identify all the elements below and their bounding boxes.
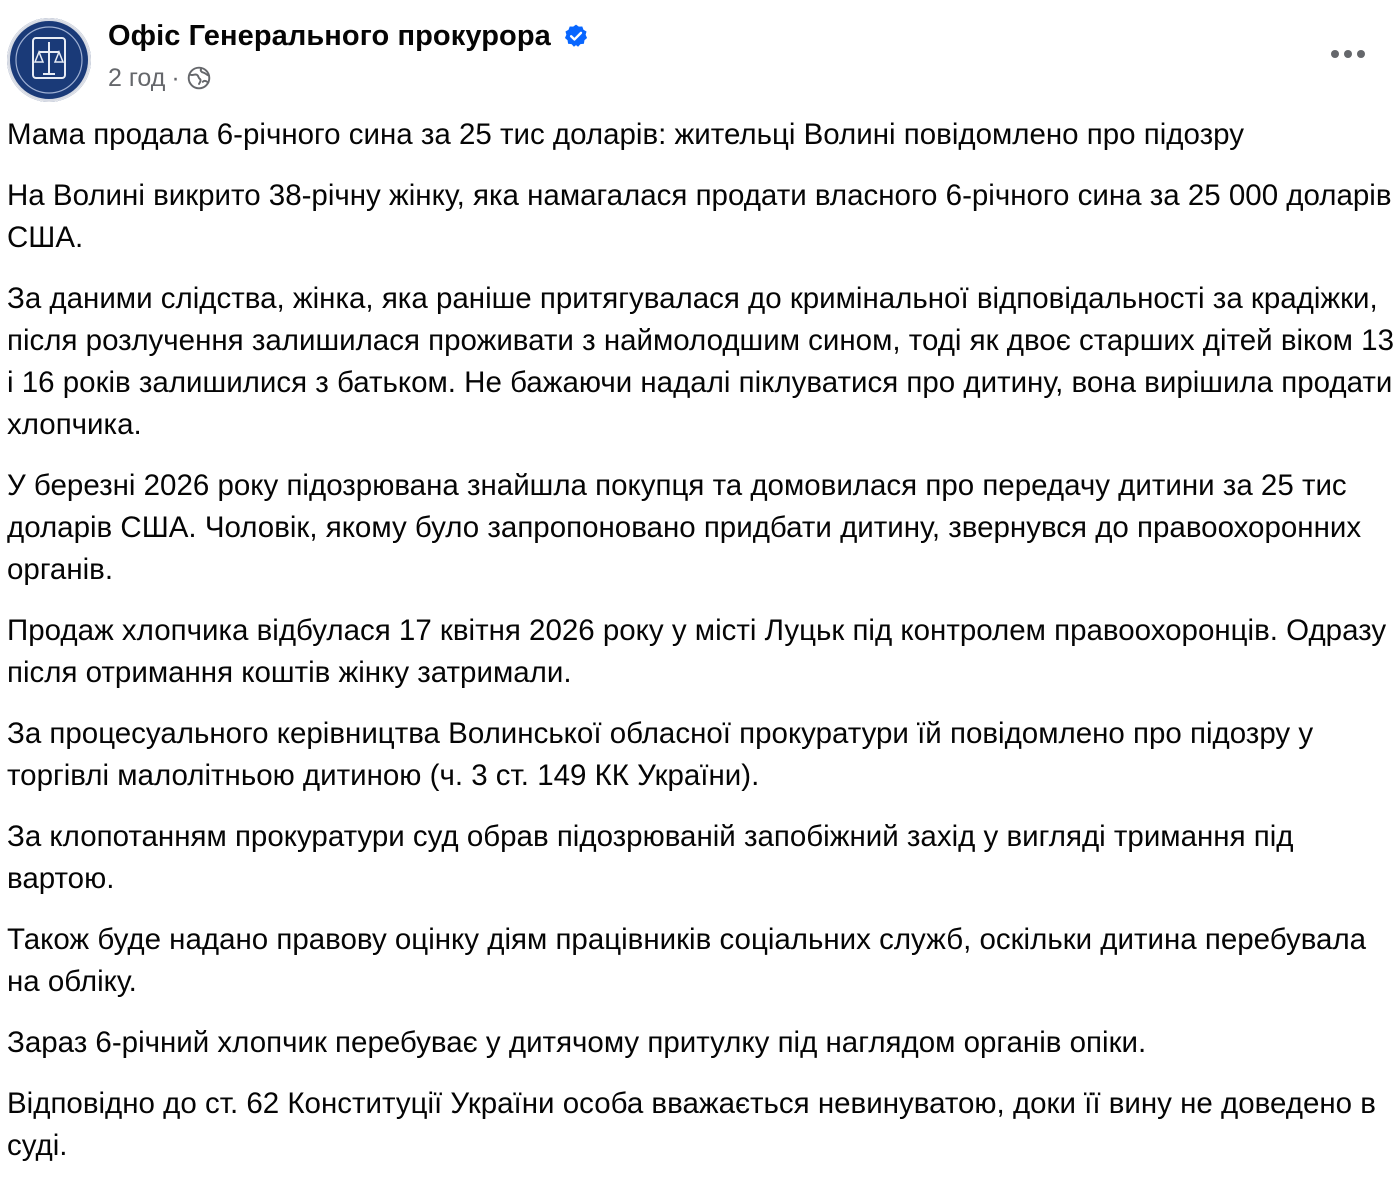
post-paragraph: За даними слідства, жінка, яка раніше притягувалася до кримінальної відповідальності за крадіжки, після розлучення залишилася проживати з наймолодшим сином, тоді як двоє старших дітей віком 13 і 16 років залишилися з батьком. Не бажаючи надалі піклуватися про дитину, вона вирішила продати хлопчика. xyxy=(7,282,1394,441)
post-timestamp[interactable]: 2 год xyxy=(108,63,166,92)
post-body xyxy=(7,114,1395,1186)
post-headline: Мама продала 6-річного сина за 25 тис доларів: жительці Волині повідомлено про підозру xyxy=(7,118,1244,151)
more-options-icon xyxy=(1328,48,1368,60)
post-paragraph: Продаж хлопчика відбулася 17 квітня 2026 року у місті Луцьк під контролем правоохоронців. Одразу після отримання коштів жінку затримали. xyxy=(7,614,1387,689)
post-paragraph: На Волині викрито 38-річну жінку, яка намагалася продати власного 6-річного сина за 25 000 доларів США. xyxy=(7,179,1392,254)
post-paragraph: За процесуального керівництва Волинської обласної прокуратури їй повідомлено про підозру у торгівлі малолітньою дитиною (ч. 3 ст. 149 КК України). xyxy=(7,717,1314,792)
more-options-button[interactable] xyxy=(1320,34,1376,74)
post-header xyxy=(0,0,1400,118)
author-line xyxy=(108,16,589,56)
post-paragraph: За клопотанням прокуратури суд обрав підозрюваній запобіжний захід у вигляді тримання під вартою. xyxy=(7,820,1294,895)
author-name[interactable]: Офіс Генерального прокурора xyxy=(108,19,551,52)
author-avatar[interactable] xyxy=(7,18,91,102)
meta-separator: · xyxy=(171,63,180,92)
prosecutor-emblem-icon xyxy=(7,18,91,102)
globe-icon[interactable] xyxy=(186,65,212,91)
post-meta xyxy=(108,60,212,96)
post-paragraph: Зараз 6-річний хлопчик перебуває у дитячому притулку під наглядом органів опіки. xyxy=(7,1026,1147,1059)
verified-badge-icon xyxy=(563,23,589,49)
post-paragraph: Відповідно до ст. 62 Конституції України особа вважається невинуватою, доки її вину не доведено в суді. xyxy=(7,1087,1376,1162)
post-paragraph: Також буде надано правову оцінку діям працівників соціальних служб, оскільки дитина перебувала на обліку. xyxy=(7,923,1367,998)
post-paragraph: У березні 2026 року підозрювана знайшла покупця та домовилася про передачу дитини за 25 тис доларів США. Чоловік, якому було запропоновано придбати дитину, звернувся до правоохоронних органів. xyxy=(7,469,1362,586)
